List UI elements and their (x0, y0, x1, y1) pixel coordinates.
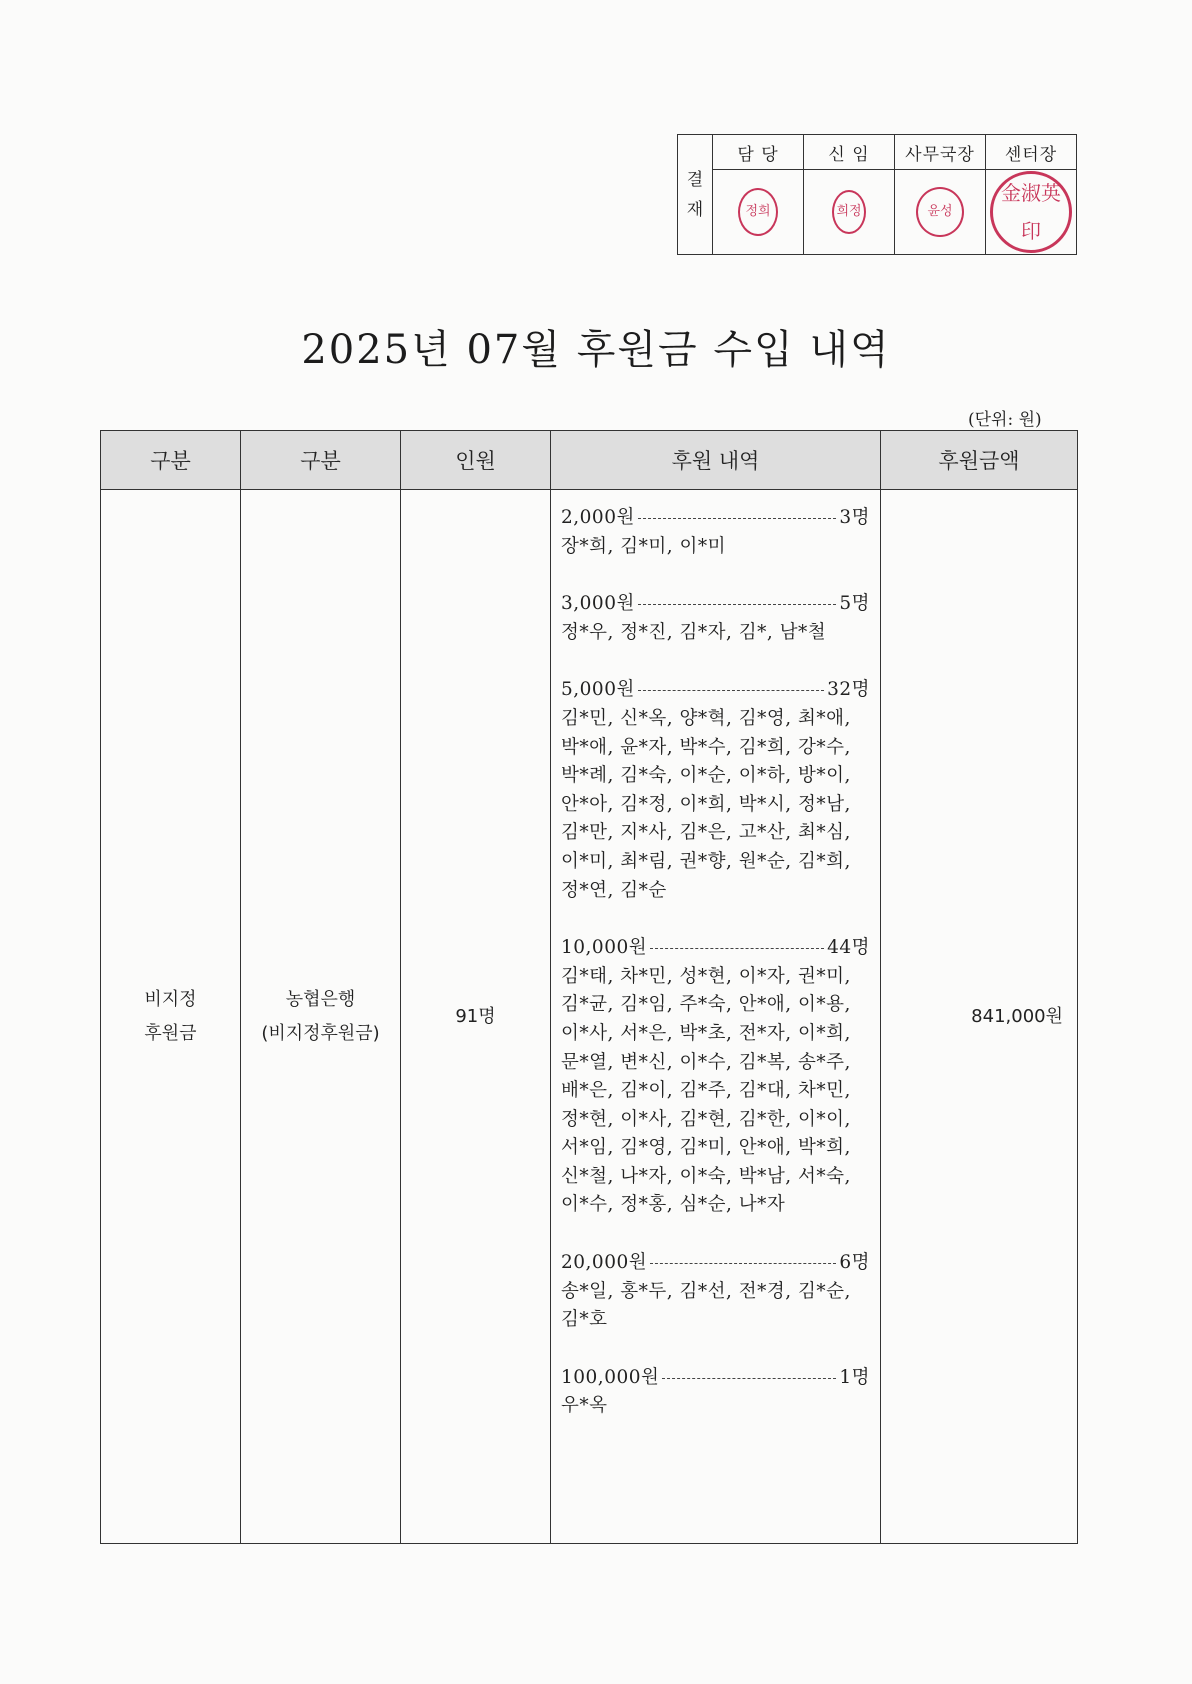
donation-group (561, 590, 870, 647)
group-names: 장*희, 김*미, 이*미 (561, 535, 726, 557)
donation-group (561, 1249, 870, 1335)
category-cell (101, 490, 241, 1544)
source-value: 농협은행 (비지정후원금) (261, 988, 380, 1044)
group-amount: 5,000원 (561, 679, 635, 701)
donation-group (561, 504, 870, 561)
group-count: 3명 (839, 507, 870, 528)
source-cell (241, 490, 401, 1544)
amount-cell (881, 490, 1078, 1544)
group-names: 김*태, 차*민, 성*현, 이*자, 권*미, 김*균, 김*임, 주*숙, 안*애, 이*용, 이*사, 서*은, 박*초, 전*자, 이*희, 문*열, 변*신, 이*수, 김*복, 송*주, 배*은, 김*이, 김*주, 김*대, 차*민, 정*현, 이*사, 김*현, 김*한, 이*이, 서*임, 김*영, 김*미, 안*애, 박*희, 신*철, 나*자, 이*숙, 박*남, 서*숙, 이*수, 정*홍, 심*순, 나*자 (561, 965, 851, 1216)
divider (638, 604, 837, 605)
group-amount: 100,000원 (561, 1366, 660, 1388)
group-amount: 20,000원 (561, 1252, 648, 1274)
seal-stamp: 윤성 (916, 187, 964, 237)
approval-label: 결 재 (678, 135, 713, 255)
category-value: 비지정 후원금 (144, 988, 197, 1044)
group-amount: 10,000원 (561, 937, 648, 959)
group-count: 32명 (827, 679, 870, 701)
col-header-details: 후원 내역 (551, 431, 881, 490)
approval-sign-secretary (895, 170, 986, 255)
group-names: 정*우, 정*진, 김*자, 김*, 남*철 (561, 621, 827, 643)
amount-value: 841,000원 (971, 1005, 1063, 1027)
donation-group (561, 676, 870, 905)
group-names: 송*일, 홍*두, 김*선, 전*경, 김*순, 김*호 (561, 1280, 851, 1331)
divider (638, 518, 837, 519)
page-title: 2025년 07월 후원금 수입 내역 (301, 327, 891, 373)
col-header-people: 인원 (401, 431, 551, 490)
divider (650, 948, 824, 949)
divider (638, 690, 824, 691)
group-amount: 2,000원 (561, 507, 635, 528)
people-cell (401, 490, 551, 1544)
approval-header-new: 신 임 (804, 135, 895, 170)
divider (662, 1378, 836, 1379)
donation-group (561, 934, 870, 1220)
details-cell (551, 490, 881, 1544)
seal-stamp: 희정 (832, 190, 866, 234)
approval-sign-staff (713, 170, 804, 255)
approval-header-secretary: 사무국장 (895, 135, 986, 170)
people-value: 91명 (455, 1005, 496, 1027)
group-count: 6명 (839, 1252, 870, 1274)
group-count: 1명 (839, 1366, 870, 1388)
approval-box (677, 134, 1077, 255)
donation-group (561, 1364, 870, 1421)
approval-header-staff: 담 당 (713, 135, 804, 170)
divider (650, 1263, 836, 1264)
approval-sign-new (804, 170, 895, 255)
donation-table (100, 430, 1078, 1544)
group-count: 44명 (827, 937, 870, 959)
group-amount: 3,000원 (561, 593, 635, 615)
approval-header-director: 센터장 (986, 135, 1077, 170)
group-names: 우*옥 (561, 1395, 608, 1417)
col-header-category: 구분 (101, 431, 241, 490)
seal-stamp: 정희 (738, 188, 778, 236)
seal-stamp: 金淑英印 (990, 171, 1072, 253)
col-header-source: 구분 (241, 431, 401, 490)
group-names: 김*민, 신*옥, 양*혁, 김*영, 최*애, 박*애, 윤*자, 박*수, 김*희, 강*수, 박*례, 김*숙, 이*순, 이*하, 방*이, 안*아, 김*정, 이*희, 박*시, 정*남, 김*만, 지*사, 김*은, 고*산, 최*심, 이*미, 최*림, 권*향, 원*순, 김*희, 정*연, 김*순 (561, 707, 851, 901)
unit-label: (단위: 원) (968, 410, 1042, 430)
approval-sign-director (986, 170, 1077, 255)
group-count: 5명 (839, 593, 870, 615)
col-header-amount: 후원금액 (881, 431, 1078, 490)
